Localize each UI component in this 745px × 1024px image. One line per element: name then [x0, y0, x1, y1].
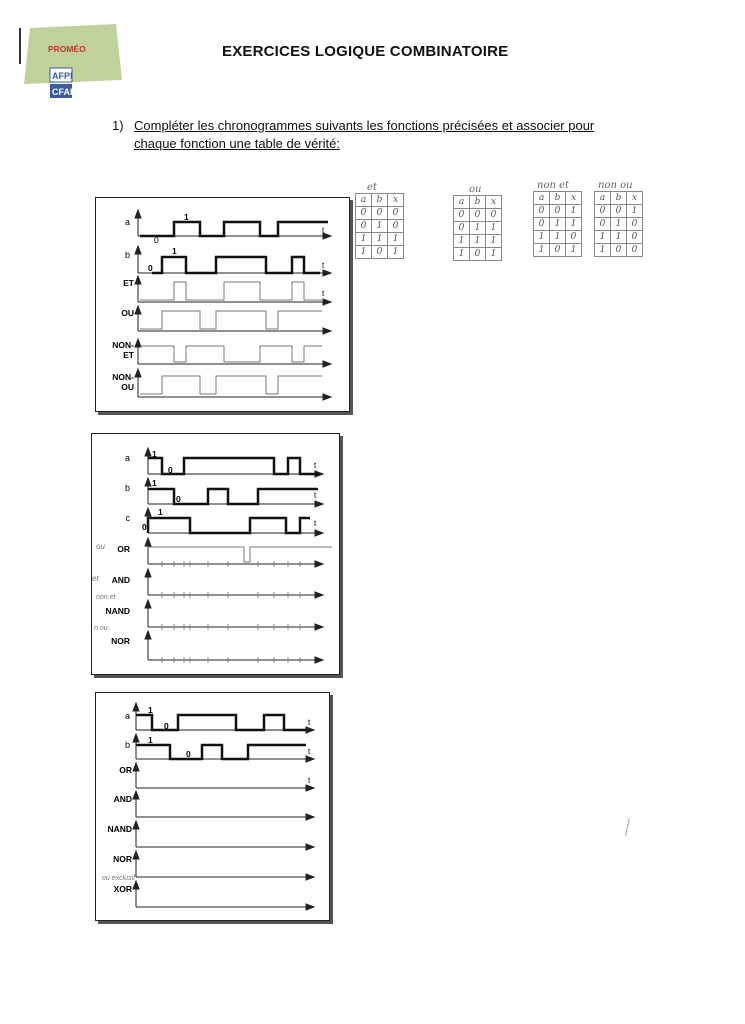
time-label: t [322, 226, 325, 235]
truth-table-row [534, 231, 582, 244]
truth-table-cell: 1 [388, 246, 404, 259]
truth-table-ou [453, 184, 502, 261]
truth-table-cell: 1 [534, 244, 550, 257]
truth-table-non-et [533, 180, 582, 257]
signal-label-a: a [124, 453, 130, 463]
truth-table-cell: 0 [454, 222, 470, 235]
signal-label-and: AND [111, 575, 130, 585]
truth-table-cell: 0 [595, 205, 611, 218]
truth-table-cell: 0 [611, 244, 627, 257]
truth-table-row [356, 194, 404, 207]
signal-label-a: a [124, 711, 130, 721]
signal-label-b: b [124, 483, 130, 493]
pencil-mark [625, 818, 630, 836]
truth-table-non-ou [594, 180, 643, 257]
truth-table-row [595, 218, 643, 231]
truth-table-row [595, 244, 643, 257]
instruction-number: 1) [112, 118, 124, 133]
signal-label-nor: NOR [111, 636, 130, 646]
truth-table-cell: a [534, 192, 550, 205]
logo-sub1: AFPI [52, 71, 73, 81]
time-label: t [322, 289, 325, 298]
truth-table-cell: 1 [486, 222, 502, 235]
truth-table-cell: 1 [566, 244, 582, 257]
truth-table-cell: 0 [534, 205, 550, 218]
time-label: t [314, 519, 317, 528]
page-title: EXERCICES LOGIQUE COMBINATOIRE [222, 43, 509, 60]
truth-table-row [595, 231, 643, 244]
signal-label-nand: NAND [107, 824, 132, 834]
truth-table-cell: 1 [566, 218, 582, 231]
value-label: 0 [186, 749, 191, 759]
truth-table-cell: 0 [356, 207, 372, 220]
truth-table-cell: 0 [470, 209, 486, 222]
truth-table-cell: 1 [611, 218, 627, 231]
truth-table-row [454, 248, 502, 261]
signal-label-nand: NAND [105, 606, 130, 616]
truth-table-cell: 1 [595, 231, 611, 244]
truth-table-cell: 0 [550, 244, 566, 257]
value-label: 1 [152, 449, 157, 459]
truth-table-label: non et [537, 180, 570, 191]
logo [18, 22, 128, 102]
handwritten-note: n ou [94, 625, 108, 632]
truth-table-cell: 0 [566, 231, 582, 244]
signal-label-b: b [124, 740, 130, 750]
signal-label-non-ou: NON- [112, 372, 134, 382]
truth-table-cell: a [356, 194, 372, 207]
handwritten-note: et [92, 574, 99, 583]
truth-table-cell: x [388, 194, 404, 207]
truth-table-cell: x [627, 192, 643, 205]
truth-table-cell: 0 [627, 231, 643, 244]
truth-table-cell: a [595, 192, 611, 205]
truth-table-cell: 1 [356, 233, 372, 246]
truth-table-cell: 0 [388, 207, 404, 220]
truth-table-cell: 1 [486, 235, 502, 248]
truth-table-row [454, 196, 502, 209]
truth-table-cell: 1 [595, 244, 611, 257]
signal-label-a: a [124, 217, 130, 227]
handwritten-note: non et [96, 594, 116, 601]
truth-table-row [534, 244, 582, 257]
truth-table-row [534, 205, 582, 218]
truth-table-cell: 0 [595, 218, 611, 231]
signal-label-xor: XOR [113, 884, 132, 894]
value-label: 0 [148, 263, 153, 273]
signal-label-non-ou-2: OU [121, 382, 134, 392]
truth-table-cell: 0 [627, 218, 643, 231]
value-label: 1 [148, 735, 153, 745]
value-label: 1 [152, 478, 157, 488]
truth-table-cell: 1 [372, 233, 388, 246]
truth-table-row [595, 192, 643, 205]
truth-table-cell: 0 [388, 220, 404, 233]
truth-table-cell: b [611, 192, 627, 205]
truth-table-cell: 1 [627, 205, 643, 218]
truth-table-row [595, 205, 643, 218]
truth-table-cell: 0 [486, 209, 502, 222]
truth-table-cell: 1 [454, 248, 470, 261]
truth-table-cell: x [566, 192, 582, 205]
time-label: t [308, 747, 311, 756]
time-label: t [314, 461, 317, 470]
value-label: 0 [154, 235, 159, 245]
value-label: 0 [164, 721, 169, 731]
chronogram-3-svg [96, 693, 329, 920]
signal-label-or: OR [119, 765, 132, 775]
truth-table-cell: 0 [470, 248, 486, 261]
value-label: 0 [168, 465, 173, 475]
truth-table-cell: b [372, 194, 388, 207]
truth-table-cell: b [470, 196, 486, 209]
truth-table-et [355, 182, 404, 259]
truth-table-cell: 1 [470, 235, 486, 248]
truth-table-cell: x [486, 196, 502, 209]
handwritten-note: ou [96, 542, 105, 551]
truth-table-cell: 0 [454, 209, 470, 222]
truth-table-row [454, 222, 502, 235]
handwritten-note: ou exclusif [102, 875, 136, 882]
truth-table-cell: 1 [611, 231, 627, 244]
truth-table-cell: 0 [372, 207, 388, 220]
truth-table-cell: 1 [388, 233, 404, 246]
value-label: 0 [142, 522, 147, 532]
truth-table-cell: 0 [356, 220, 372, 233]
chronogram-2 [91, 433, 340, 675]
value-label: 0 [176, 494, 181, 504]
truth-table-row [356, 207, 404, 220]
signal-label-non-et: NON- [112, 340, 134, 350]
truth-table-cell: b [550, 192, 566, 205]
logo-brand: PROMÉO [48, 44, 86, 54]
truth-table-cell: 1 [566, 205, 582, 218]
truth-table-row [356, 246, 404, 259]
value-label: 1 [184, 212, 189, 222]
truth-table-row [454, 209, 502, 222]
chronogram-3 [95, 692, 330, 921]
signal-label-ou: OU [121, 308, 134, 318]
truth-table-cell: 1 [454, 235, 470, 248]
truth-table-row [356, 233, 404, 246]
truth-table-cell: 0 [550, 205, 566, 218]
truth-table-row [454, 235, 502, 248]
chronogram-1 [95, 197, 350, 412]
chronogram-1-svg [96, 198, 349, 411]
truth-table-cell: a [454, 196, 470, 209]
value-label: 1 [172, 246, 177, 256]
truth-table-cell: 1 [550, 231, 566, 244]
instruction-line-2: chaque fonction une table de vérité: [134, 136, 340, 151]
truth-table-row [534, 218, 582, 231]
truth-table-label: ou [469, 184, 482, 195]
time-label: t [322, 261, 325, 270]
truth-table-cell: 1 [534, 231, 550, 244]
value-label: 1 [148, 705, 153, 715]
truth-table-cell: 0 [534, 218, 550, 231]
truth-table-cell: 1 [372, 220, 388, 233]
chronogram-2-svg [92, 434, 339, 674]
time-label: t [314, 491, 317, 500]
signal-label-non-et-2: ET [123, 350, 134, 360]
truth-table-cell: 1 [550, 218, 566, 231]
truth-table-cell: 1 [470, 222, 486, 235]
signal-label-et: ET [123, 278, 134, 288]
time-label: t [308, 776, 311, 785]
truth-table-row [356, 220, 404, 233]
truth-table-row [534, 192, 582, 205]
signal-label-b: b [124, 250, 130, 260]
truth-table-label: et [367, 182, 377, 193]
signal-label-and: AND [113, 794, 132, 804]
margin-mark [19, 28, 21, 64]
signal-label-or: OR [117, 544, 130, 554]
instruction-line-1: Compléter les chronogrammes suivants les fonctions précisées et associer pour [134, 118, 595, 133]
truth-table-cell: 0 [611, 205, 627, 218]
truth-table-label: non ou [598, 180, 633, 191]
truth-table-cell: 1 [486, 248, 502, 261]
logo-sub2: CFAI [52, 87, 73, 97]
time-label: t [308, 718, 311, 727]
signal-label-c: c [125, 513, 130, 523]
signal-label-nor: NOR [113, 854, 132, 864]
truth-table-cell: 1 [356, 246, 372, 259]
value-label: 1 [158, 507, 163, 517]
truth-table-cell: 0 [372, 246, 388, 259]
truth-table-cell: 0 [627, 244, 643, 257]
